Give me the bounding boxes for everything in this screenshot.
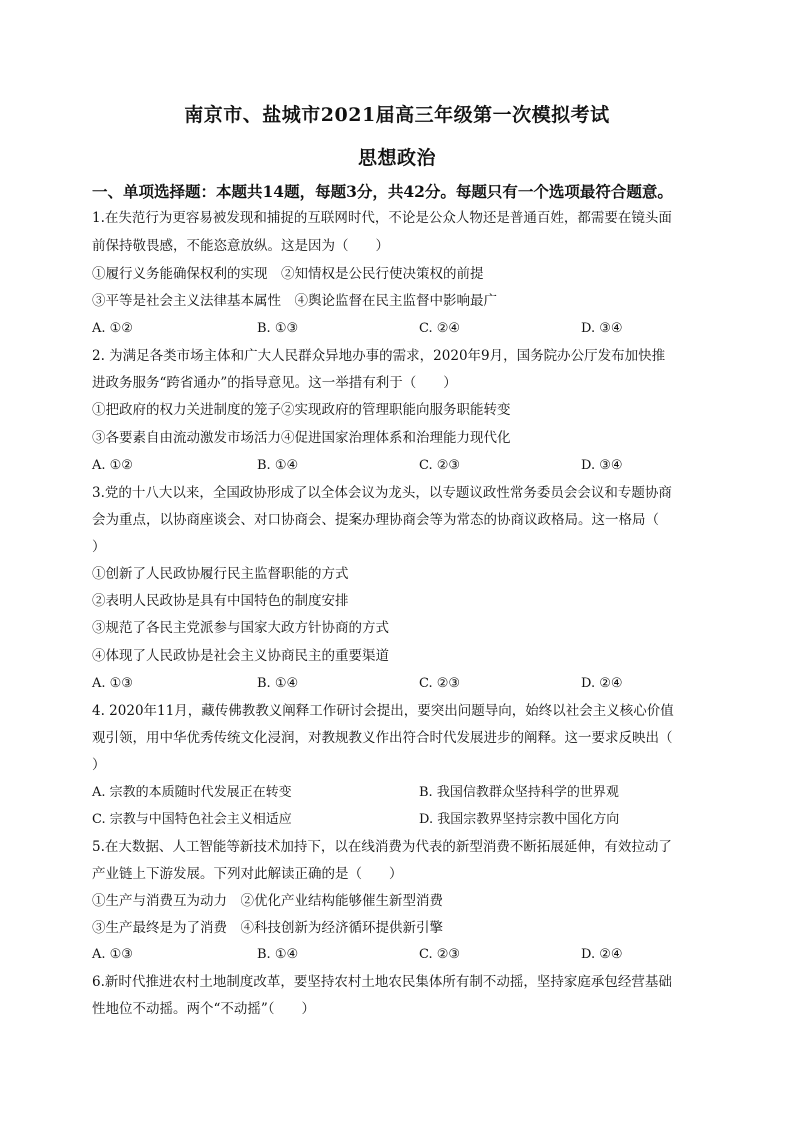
statement-line: ③平等是社会主义法律基本属性 ④舆论监督在民主监督中影响最广 <box>92 293 497 309</box>
option-c[interactable]: C. ②③ <box>419 947 461 962</box>
option-b[interactable]: B. ①④ <box>257 947 299 962</box>
option-d[interactable]: D. 我国宗教界坚持宗教中国化方向 <box>419 812 620 827</box>
statement-line: ①把政府的权力关进制度的笼子②实现政府的管理职能向服务职能转变 <box>92 402 511 418</box>
option-a[interactable]: A. ①② <box>92 458 133 473</box>
question-stem-line: 前保持敬畏感，不能恣意放纵。这是因为（ ） <box>92 238 389 254</box>
option-b[interactable]: B. 我国信教群众坚持科学的世界观 <box>419 785 619 800</box>
question-stem-line: ） <box>92 757 106 773</box>
option-a[interactable]: A. ①② <box>92 321 133 336</box>
statement-line: ③各要素自由流动激发市场活力④促进国家治理体系和治理能力现代化 <box>92 430 511 446</box>
exam-title: 南京市、盐城市2021届高三年级第一次模拟考试 <box>184 104 610 126</box>
option-c[interactable]: C. ②④ <box>419 321 461 336</box>
option-d[interactable]: D. ②④ <box>581 947 623 962</box>
question-stem-line: 性地位不动摇。两个“不动摇”（ ） <box>92 1001 316 1017</box>
question-stem-line: ） <box>92 539 106 555</box>
option-b[interactable]: B. ①④ <box>257 676 299 691</box>
question-stem-line: 1.在失范行为更容易被发现和捕捉的互联网时代，不论是公众人物还是普通百姓，都需要在镜头面 <box>92 210 672 226</box>
option-c[interactable]: C. ②③ <box>419 676 461 691</box>
statement-line: ②表明人民政协是具有中国特色的制度安排 <box>92 593 349 609</box>
option-d[interactable]: D. ②④ <box>581 676 623 691</box>
statement-line: ③规范了各民主党派参与国家大政方针协商的方式 <box>92 620 389 636</box>
statement-line: ③生产最终是为了消费 ④科技创新为经济循环提供新引擎 <box>92 920 443 936</box>
option-b[interactable]: B. ①④ <box>257 458 299 473</box>
option-c[interactable]: C. ②③ <box>419 458 461 473</box>
statement-line: ①生产与消费互为动力 ②优化产业结构能够催生新型消费 <box>92 893 443 909</box>
question-stem-line: 观引领，用中华优秀传统文化浸润，对教规教义作出符合时代发展进步的阐释。这一要求反映出（ <box>92 730 673 746</box>
question-stem-line: 5.在大数据、人工智能等新技术加持下，以在线消费为代表的新型消费不断拓展延伸，有效拉动了 <box>92 839 672 855</box>
option-b[interactable]: B. ①③ <box>257 321 299 336</box>
exam-subject: 思想政治 <box>357 147 436 169</box>
statement-line: ①创新了人民政协履行民主监督职能的方式 <box>92 566 349 582</box>
section-heading: 一、单项选择题：本题共14题，每题3分，共42分。每题只有一个选项最符合题意。 <box>92 182 673 201</box>
statement-line: ④体现了人民政协是社会主义协商民主的重要渠道 <box>92 648 389 664</box>
question-stem-line: 2. 为满足各类市场主体和广大人民群众异地办事的需求，2020年9月，国务院办公厅发布加快推 <box>92 348 666 364</box>
question-stem-line: 3.党的十八大以来，全国政协形成了以全体会议为龙头，以专题议政性常务委员会会议和专题协商 <box>92 485 672 501</box>
option-c[interactable]: C. 宗教与中国特色社会主义相适应 <box>92 812 292 827</box>
option-a[interactable]: A. ①③ <box>92 676 133 691</box>
question-stem-line: 会为重点，以协商座谈会、对口协商会、提案办理协商会等为常态的协商议政格局。这一格局（ <box>92 512 659 528</box>
question-stem-line: 进政务服务“跨省通办”的指导意见。这一举措有利于（ ） <box>92 375 457 391</box>
question-stem-line: 4. 2020年11月，藏传佛教教义阐释工作研讨会提出，要突出问题导向，始终以社会主义核心价值 <box>92 703 674 719</box>
option-d[interactable]: D. ③④ <box>581 458 623 473</box>
question-stem-line: 6.新时代推进农村土地制度改革，要坚持农村土地农民集体所有制不动摇，坚持家庭承包经营基础 <box>92 974 672 990</box>
option-a[interactable]: A. ①③ <box>92 947 133 962</box>
question-stem-line: 产业链上下游发展。下列对此解读正确的是（ ） <box>92 866 403 882</box>
option-d[interactable]: D. ③④ <box>581 321 623 336</box>
statement-line: ①履行义务能确保权利的实现 ②知情权是公民行使决策权的前提 <box>92 266 484 282</box>
option-a[interactable]: A. 宗教的本质随时代发展正在转变 <box>92 785 292 800</box>
